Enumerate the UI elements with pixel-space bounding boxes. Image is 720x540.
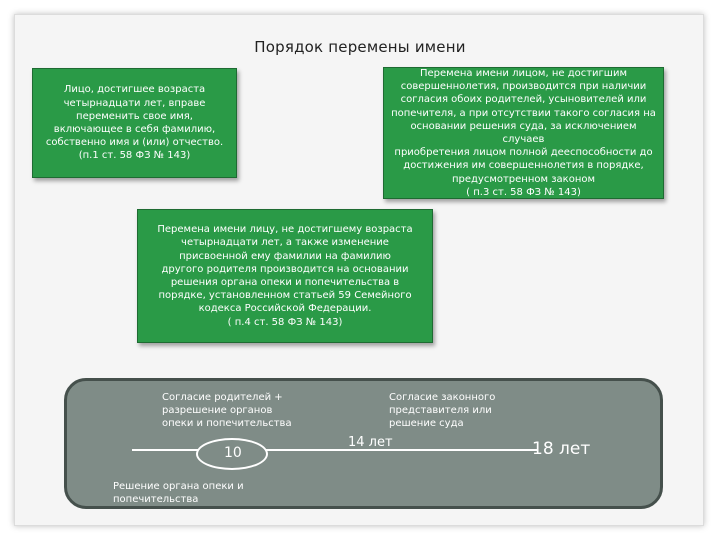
timeline-axis	[132, 449, 538, 451]
rule-box-under-14: Перемена имени лицу, не достигшему возраста четырнадцати лет, а также изменение присвоенной ему фамилии на фамилию другого родителя производится на основании решения органа опеки и попечительства в порядке, установленном статьей 59 Семейного кодекса Российской Федерации. ( п.4 ст. 58 ФЗ № 143)	[137, 209, 433, 343]
age-14-label: 14 лет	[348, 435, 393, 450]
rule-box-minor: Перемена имени лицом, не достигшим совершеннолетия, производится при наличии согласия обоих родителей, усыновителей или попечителя, а при отсутствии такого согласия на основании решения суда, за исключением случаев приобретения лицом полной дееспособности до достижения им совершеннолетия в порядке, предусмотренном законом ( п.3 ст. 58 ФЗ № 143)	[383, 67, 664, 199]
age-10-label: 10	[224, 445, 242, 461]
guardianship-decision-label: Решение органа опеки и попечительства	[113, 481, 244, 505]
rule-box-age-14: Лицо, достигшее возраста четырнадцати лет, вправе переменить свое имя, включающее в себя фамилию, собственно имя и (или) отчество. (п.1 ст. 58 ФЗ № 143)	[32, 68, 237, 178]
parents-consent-label: Согласие родителей + разрешение органов опеки и попечительства	[162, 392, 292, 429]
page-title: Порядок перемены имени	[254, 38, 466, 56]
age-18-label: 18 лет	[532, 439, 591, 459]
legal-rep-consent-label: Согласие законного представителя или решение суда	[389, 392, 496, 429]
